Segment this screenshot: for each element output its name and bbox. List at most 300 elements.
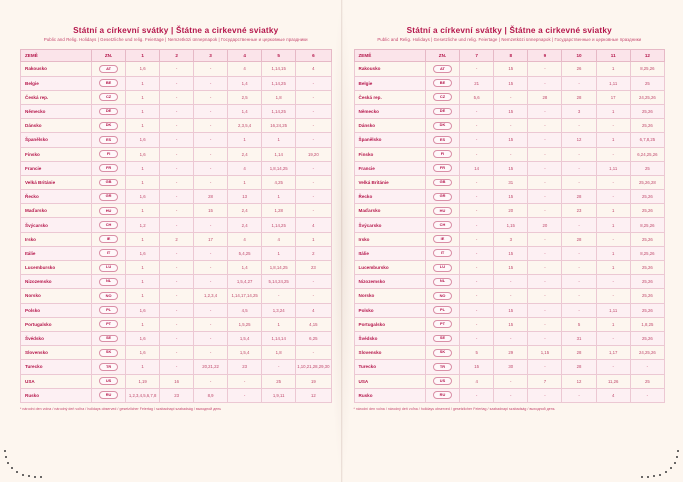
col-month-5: 5 <box>262 50 296 62</box>
table-row <box>354 104 665 118</box>
country-code-badge <box>425 133 459 147</box>
holiday-dates-cell: - <box>194 62 228 76</box>
country-code-badge <box>92 261 126 275</box>
holiday-dates-cell: 4,15 <box>296 317 331 331</box>
country-name: Německo <box>21 104 92 118</box>
holiday-dates-cell: 7 <box>528 374 562 388</box>
holiday-dates-cell: 1,14,25 <box>262 218 296 232</box>
country-code-badge <box>92 374 126 388</box>
holiday-dates-cell: - <box>528 76 562 90</box>
country-name: Portugalsko <box>354 317 425 331</box>
col-month-6: 6 <box>296 50 331 62</box>
holiday-dates-cell: 1,11 <box>596 161 630 175</box>
holiday-dates-cell: - <box>528 175 562 189</box>
country-code-label: NO <box>433 292 451 300</box>
holiday-dates-cell: 1,4 <box>228 104 262 118</box>
country-code-label: AT <box>433 65 451 73</box>
holiday-dates-cell: - <box>494 90 528 104</box>
holiday-dates-cell: 25,26 <box>630 275 664 289</box>
holiday-dates-cell: 4 <box>228 161 262 175</box>
holiday-dates-cell: - <box>528 161 562 175</box>
holiday-dates-cell: 1 <box>228 133 262 147</box>
country-code-label: NL <box>99 278 117 286</box>
holiday-dates-cell: 1,8 <box>262 346 296 360</box>
holiday-dates-cell: - <box>194 374 228 388</box>
country-name: Španělsko <box>354 133 425 147</box>
holiday-dates-cell: 6,25 <box>296 331 331 345</box>
table-row <box>354 275 665 289</box>
country-code-badge <box>425 119 459 133</box>
holiday-dates-cell: 15 <box>494 62 528 76</box>
holiday-dates-cell: 1,8,14,25 <box>262 161 296 175</box>
country-name: Norsko <box>21 289 92 303</box>
holidays-table-left <box>20 49 332 403</box>
holiday-dates-cell: - <box>160 147 194 161</box>
table-header-row <box>354 50 665 62</box>
table-row <box>354 119 665 133</box>
country-name: Švédsko <box>21 331 92 345</box>
holiday-dates-cell: 1,5,4,27 <box>228 275 262 289</box>
country-code-badge <box>425 303 459 317</box>
table-row <box>21 289 332 303</box>
country-code-badge <box>92 289 126 303</box>
holiday-dates-cell: - <box>460 62 494 76</box>
holiday-dates-cell: 1,10,21,28,29,30 <box>296 360 331 374</box>
holiday-dates-cell: 2 <box>160 232 194 246</box>
holiday-dates-cell: 8,25,26 <box>630 246 664 260</box>
table-row <box>21 303 332 317</box>
country-code-badge <box>92 246 126 260</box>
country-code-badge <box>92 275 126 289</box>
holiday-dates-cell: - <box>194 346 228 360</box>
holiday-dates-cell: - <box>562 175 596 189</box>
table-row <box>354 147 665 161</box>
holiday-dates-cell: 28 <box>194 190 228 204</box>
holiday-dates-cell: 25,26 <box>630 289 664 303</box>
holiday-dates-cell: - <box>296 190 331 204</box>
table-row <box>354 133 665 147</box>
holiday-dates-cell: 1 <box>596 62 630 76</box>
country-name: Norsko <box>354 289 425 303</box>
country-code-badge <box>425 388 459 402</box>
holiday-dates-cell: - <box>630 388 664 402</box>
country-code-label: SE <box>99 335 117 343</box>
holiday-dates-cell: 23 <box>296 261 331 275</box>
holiday-dates-cell: - <box>460 261 494 275</box>
holiday-dates-cell: - <box>460 317 494 331</box>
country-code-badge <box>425 161 459 175</box>
holiday-dates-cell: 8,9 <box>194 388 228 402</box>
holiday-dates-cell: 2,4 <box>228 147 262 161</box>
holiday-dates-cell: 25,26 <box>630 232 664 246</box>
col-month-9: 9 <box>528 50 562 62</box>
country-name: Itálie <box>354 246 425 260</box>
holiday-dates-cell: 28 <box>562 90 596 104</box>
country-code-badge <box>425 204 459 218</box>
table-row <box>21 133 332 147</box>
holiday-dates-cell: - <box>194 331 228 345</box>
holiday-dates-cell: - <box>296 104 331 118</box>
holiday-dates-cell: - <box>562 275 596 289</box>
holiday-dates-cell: 25 <box>630 161 664 175</box>
holiday-dates-cell: - <box>562 119 596 133</box>
holiday-dates-cell: 15 <box>494 261 528 275</box>
holiday-dates-cell: 15 <box>494 190 528 204</box>
holiday-dates-cell: 1,2,3,4,5,6,7,8 <box>126 388 160 402</box>
country-name: Polsko <box>354 303 425 317</box>
holiday-dates-cell: - <box>562 289 596 303</box>
holiday-dates-cell: 1 <box>126 104 160 118</box>
table-row <box>21 388 332 402</box>
holiday-dates-cell: 1,15 <box>528 346 562 360</box>
country-code-label: BE <box>99 79 117 87</box>
table-row <box>354 62 665 76</box>
holiday-dates-cell: 1,5,4 <box>228 346 262 360</box>
holiday-dates-cell: 25 <box>262 374 296 388</box>
country-name: Česká rep. <box>354 90 425 104</box>
country-code-label: FI <box>433 150 451 158</box>
holiday-dates-cell: 2,4 <box>228 204 262 218</box>
holiday-dates-cell: 17 <box>596 90 630 104</box>
holiday-dates-cell: - <box>596 289 630 303</box>
holiday-dates-cell: - <box>528 289 562 303</box>
holiday-dates-cell: - <box>160 346 194 360</box>
country-name: Nizozemsko <box>354 275 425 289</box>
holiday-dates-cell: - <box>562 261 596 275</box>
table-row <box>21 175 332 189</box>
holiday-dates-cell: 29 <box>494 346 528 360</box>
table-row <box>21 90 332 104</box>
holiday-dates-cell: 16,24,25 <box>262 119 296 133</box>
country-code-label: LU <box>99 264 117 272</box>
holiday-dates-cell: 24,25,26 <box>630 346 664 360</box>
col-month-8: 8 <box>494 50 528 62</box>
holiday-dates-cell: - <box>262 360 296 374</box>
holiday-dates-cell: - <box>528 104 562 118</box>
holiday-dates-cell: 15 <box>494 133 528 147</box>
country-code-label: RU <box>433 391 451 399</box>
holiday-dates-cell: 1 <box>296 232 331 246</box>
country-code-badge <box>425 374 459 388</box>
holiday-dates-cell: - <box>562 303 596 317</box>
country-code-badge <box>425 317 459 331</box>
holiday-dates-cell: - <box>194 76 228 90</box>
table-row <box>354 218 665 232</box>
country-name: Francie <box>21 161 92 175</box>
country-name: Německo <box>354 104 425 118</box>
holiday-dates-cell: - <box>460 331 494 345</box>
holiday-dates-cell: 28 <box>562 360 596 374</box>
country-name: USA <box>354 374 425 388</box>
country-name: Francie <box>354 161 425 175</box>
table-row <box>21 261 332 275</box>
holiday-dates-cell: 1 <box>126 317 160 331</box>
holiday-dates-cell: 15 <box>494 303 528 317</box>
country-code-label: GR <box>99 193 117 201</box>
holiday-dates-cell: 4 <box>262 232 296 246</box>
table-row <box>354 204 665 218</box>
holiday-dates-cell: 1 <box>596 261 630 275</box>
country-name: Velká Británie <box>21 175 92 189</box>
holiday-dates-cell: 6,7,8,25 <box>630 133 664 147</box>
holiday-dates-cell: - <box>160 62 194 76</box>
country-name: Portugalsko <box>21 317 92 331</box>
holiday-dates-cell: 1 <box>126 76 160 90</box>
country-code-label: FR <box>433 164 451 172</box>
holiday-dates-cell: 1,8 <box>262 90 296 104</box>
country-name: Polsko <box>21 303 92 317</box>
holiday-dates-cell: - <box>562 161 596 175</box>
country-code-badge <box>92 161 126 175</box>
country-name: Itálie <box>21 246 92 260</box>
holiday-dates-cell: 1 <box>262 246 296 260</box>
country-code-badge <box>425 331 459 345</box>
country-code-badge <box>92 190 126 204</box>
holiday-dates-cell: 1,11 <box>596 303 630 317</box>
holiday-dates-cell: - <box>160 303 194 317</box>
country-code-label: CZ <box>433 93 451 101</box>
country-code-label: GR <box>433 193 451 201</box>
country-code-label: BE <box>433 79 451 87</box>
table-row <box>354 374 665 388</box>
country-code-label: DE <box>433 108 451 116</box>
holiday-dates-cell: 25,26 <box>630 104 664 118</box>
page-title-left: Státní a církevní svátky | Štátne a cirkevné sviatky <box>73 26 279 35</box>
holiday-dates-cell: 1,4 <box>228 261 262 275</box>
country-name: Řecko <box>21 190 92 204</box>
holiday-dates-cell: 25 <box>630 76 664 90</box>
country-name: Španělsko <box>21 133 92 147</box>
country-code-badge <box>92 331 126 345</box>
table-row <box>354 161 665 175</box>
holiday-dates-cell: - <box>194 246 228 260</box>
country-name: Švédsko <box>354 331 425 345</box>
holiday-dates-cell: 1 <box>262 133 296 147</box>
holiday-dates-cell: 1,19 <box>126 374 160 388</box>
holiday-dates-cell: - <box>296 275 331 289</box>
holiday-dates-cell: 1 <box>228 175 262 189</box>
country-code-label: LU <box>433 264 451 272</box>
holiday-dates-cell: - <box>194 133 228 147</box>
country-code-badge <box>92 90 126 104</box>
country-code-badge <box>425 246 459 260</box>
table-row <box>21 331 332 345</box>
holiday-dates-cell: 1 <box>126 175 160 189</box>
country-code-label: HU <box>433 207 451 215</box>
country-code-badge <box>425 275 459 289</box>
holiday-dates-cell: 4 <box>228 232 262 246</box>
holiday-dates-cell: - <box>596 175 630 189</box>
holiday-dates-cell: - <box>160 76 194 90</box>
holiday-dates-cell: - <box>194 275 228 289</box>
country-code-badge <box>425 104 459 118</box>
country-code-badge <box>92 147 126 161</box>
country-name: Turecko <box>21 360 92 374</box>
holiday-dates-cell: 3 <box>494 232 528 246</box>
holiday-dates-cell: - <box>460 104 494 118</box>
holiday-dates-cell: - <box>160 246 194 260</box>
table-row <box>21 346 332 360</box>
table-row <box>354 289 665 303</box>
holiday-dates-cell: 1,17 <box>596 346 630 360</box>
country-code-badge <box>425 175 459 189</box>
country-name: Belgie <box>21 76 92 90</box>
holiday-dates-cell: 2 <box>296 246 331 260</box>
holiday-dates-cell: 1,14,25 <box>262 104 296 118</box>
holiday-dates-cell: 1,5,25 <box>228 317 262 331</box>
table-row <box>21 317 332 331</box>
holiday-dates-cell: 1,6 <box>126 246 160 260</box>
holiday-dates-cell: - <box>296 119 331 133</box>
holiday-dates-cell: 1,8,25 <box>630 317 664 331</box>
holiday-dates-cell: - <box>160 161 194 175</box>
holiday-dates-cell: - <box>460 275 494 289</box>
page-gutter <box>341 0 343 482</box>
holiday-dates-cell: - <box>494 275 528 289</box>
holiday-dates-cell: - <box>160 90 194 104</box>
holiday-dates-cell: 1 <box>262 190 296 204</box>
holiday-dates-cell: 5,4,25 <box>228 246 262 260</box>
country-code-badge <box>92 119 126 133</box>
holiday-dates-cell: 31 <box>562 331 596 345</box>
holiday-dates-cell: 1,6 <box>126 331 160 345</box>
holiday-dates-cell: 4 <box>296 218 331 232</box>
table-row <box>354 303 665 317</box>
country-code-badge <box>425 147 459 161</box>
table-row <box>21 374 332 388</box>
holiday-dates-cell: 12 <box>296 388 331 402</box>
holiday-dates-cell: - <box>460 147 494 161</box>
holiday-dates-cell: 15 <box>494 161 528 175</box>
holiday-dates-cell: - <box>296 289 331 303</box>
holiday-dates-cell: 1 <box>126 119 160 133</box>
holiday-dates-cell: - <box>160 104 194 118</box>
holiday-dates-cell: - <box>460 119 494 133</box>
country-code-label: US <box>433 377 451 385</box>
holiday-dates-cell: 1,6 <box>126 303 160 317</box>
holiday-dates-cell: - <box>528 62 562 76</box>
holiday-dates-cell: 5 <box>460 346 494 360</box>
country-code-badge <box>425 289 459 303</box>
holiday-dates-cell: - <box>160 190 194 204</box>
holiday-dates-cell: - <box>528 261 562 275</box>
country-name: Dánsko <box>21 119 92 133</box>
holiday-dates-cell: - <box>160 275 194 289</box>
country-name: Irsko <box>21 232 92 246</box>
holiday-dates-cell: - <box>194 303 228 317</box>
country-name: Dánsko <box>354 119 425 133</box>
holiday-dates-cell: - <box>160 204 194 218</box>
table-row <box>21 104 332 118</box>
country-code-badge <box>92 175 126 189</box>
holiday-dates-cell: 3 <box>562 104 596 118</box>
holiday-dates-cell: - <box>296 90 331 104</box>
country-name: Švýcarsko <box>21 218 92 232</box>
country-code-badge <box>425 218 459 232</box>
holiday-dates-cell: 15 <box>460 360 494 374</box>
holiday-dates-cell: - <box>596 331 630 345</box>
holiday-dates-cell: 8,25,26 <box>630 62 664 76</box>
holiday-dates-cell: 1 <box>596 204 630 218</box>
table-row <box>354 90 665 104</box>
col-month-7: 7 <box>460 50 494 62</box>
holiday-dates-cell: 4 <box>460 374 494 388</box>
holiday-dates-cell: 23 <box>562 204 596 218</box>
holiday-dates-cell: 4 <box>296 303 331 317</box>
holiday-dates-cell: - <box>460 204 494 218</box>
holiday-dates-cell: - <box>160 133 194 147</box>
country-code-label: PT <box>99 320 117 328</box>
holiday-dates-cell: 12 <box>562 374 596 388</box>
holiday-dates-cell: - <box>528 133 562 147</box>
holiday-dates-cell: - <box>160 175 194 189</box>
holiday-dates-cell: - <box>562 218 596 232</box>
holiday-dates-cell: 2,5 <box>228 90 262 104</box>
holiday-dates-cell: - <box>296 204 331 218</box>
holiday-dates-cell: 6,24,25,26 <box>630 147 664 161</box>
holiday-dates-cell: - <box>528 275 562 289</box>
holiday-dates-cell: 15 <box>194 204 228 218</box>
country-name: Belgie <box>354 76 425 90</box>
holiday-dates-cell: - <box>296 76 331 90</box>
holiday-dates-cell: 5,14,24,25 <box>262 275 296 289</box>
table-row <box>354 261 665 275</box>
col-month-3: 3 <box>194 50 228 62</box>
holiday-dates-cell: 15 <box>494 76 528 90</box>
holiday-dates-cell: 1 <box>126 275 160 289</box>
holiday-dates-cell: 20 <box>494 204 528 218</box>
holiday-dates-cell: - <box>194 90 228 104</box>
table-row <box>21 190 332 204</box>
holiday-dates-cell: 1,4 <box>228 76 262 90</box>
holiday-dates-cell: 1,6 <box>126 346 160 360</box>
holiday-dates-cell: 1 <box>126 261 160 275</box>
country-name: Česká rep. <box>21 90 92 104</box>
holiday-dates-cell: 4 <box>596 388 630 402</box>
holiday-dates-cell: - <box>160 331 194 345</box>
holiday-dates-cell: 28 <box>562 190 596 204</box>
holiday-dates-cell: - <box>528 232 562 246</box>
country-code-label: DK <box>99 122 117 130</box>
holiday-dates-cell: 1,14,15 <box>262 62 296 76</box>
country-code-badge <box>425 346 459 360</box>
col-month-4: 4 <box>228 50 262 62</box>
country-name: Nizozemsko <box>21 275 92 289</box>
holiday-dates-cell: 25 <box>630 374 664 388</box>
holiday-dates-cell: 1 <box>126 232 160 246</box>
col-country: ZEMĚ <box>21 50 92 62</box>
holiday-dates-cell: - <box>494 388 528 402</box>
col-month-12: 12 <box>630 50 664 62</box>
country-code-label: IT <box>433 249 451 257</box>
holiday-dates-cell: - <box>562 76 596 90</box>
footnote-right: * národní den volna / národný deň voľna / holidays observed / gesetzlicher Feiertag / szabadnapi szabadság / выходной день <box>353 406 555 411</box>
holiday-dates-cell: 16 <box>160 374 194 388</box>
holiday-dates-cell: 1,5,4 <box>228 331 262 345</box>
country-code-label: FI <box>99 150 117 158</box>
holiday-dates-cell: 1,15 <box>494 218 528 232</box>
holiday-dates-cell: 19 <box>296 374 331 388</box>
holiday-dates-cell: - <box>296 133 331 147</box>
holiday-dates-cell: 28 <box>562 232 596 246</box>
holiday-dates-cell: - <box>528 360 562 374</box>
table-row <box>21 218 332 232</box>
country-code-label: IE <box>433 235 451 243</box>
holiday-dates-cell: 15 <box>494 317 528 331</box>
holiday-dates-cell: - <box>460 246 494 260</box>
country-code-badge <box>425 190 459 204</box>
holiday-dates-cell: - <box>528 331 562 345</box>
